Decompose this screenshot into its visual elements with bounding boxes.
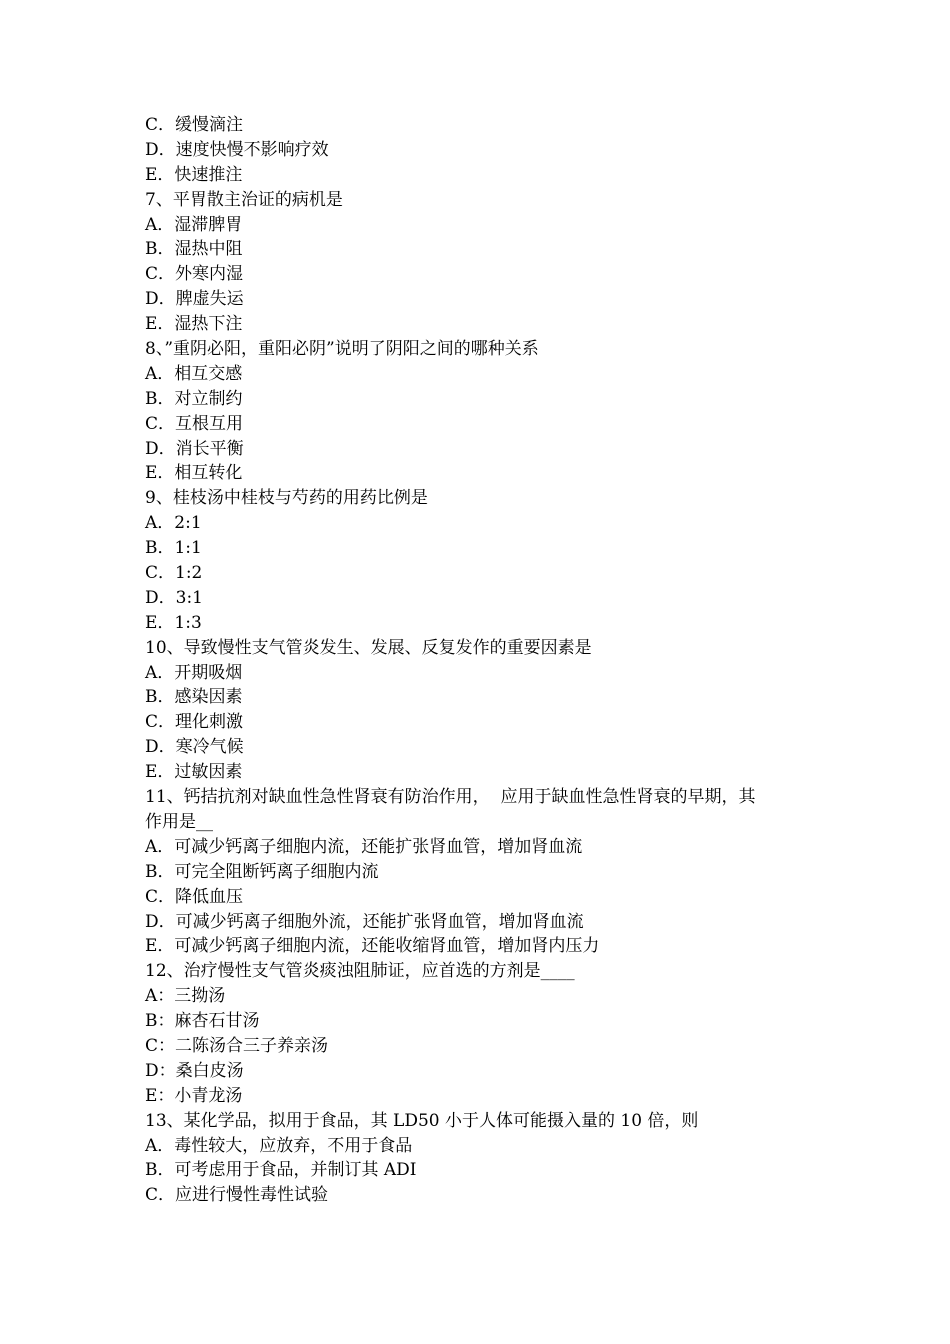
option-d-q10: D．寒冷气候 (145, 737, 244, 758)
option-e-q8: E．相互转化 (145, 463, 243, 484)
option-d-q11: D．可减少钙离子细胞外流，还能扩张肾血管，增加肾血流 (145, 911, 584, 932)
question-text-block (145, 113, 815, 1208)
option-b-q8: B．对立制约 (145, 388, 243, 409)
option-b-q9: B．1:1 (145, 538, 202, 559)
option-e-q9: E．1:3 (145, 612, 202, 633)
option-c-q9: C．1:2 (145, 563, 203, 584)
option-a-q9: A．2:1 (145, 513, 202, 534)
option-d-q12: D：桑白皮汤 (145, 1060, 244, 1081)
option-d-q8: D．消长平衡 (145, 438, 244, 459)
option-a-q7: A．湿滞脾胃 (145, 214, 243, 235)
option-b-q10: B．感染因素 (145, 687, 243, 708)
question-8: 8、”重阴必阳，重阳必阴”说明了阴阳之间的哪种关系 (145, 339, 539, 360)
question-12: 12、治疗慢性支气管炎痰浊阻肺证，应首选的方剂是____ (145, 961, 575, 982)
option-c-q13: C．应进行慢性毒性试验 (145, 1185, 329, 1206)
option-e-q6: E．快速推注 (145, 164, 243, 185)
option-d-q9: D．3:1 (145, 587, 203, 608)
question-13: 13、某化学品，拟用于食品，其 LD50 小于人体可能摄入量的 10 倍，则 (145, 1110, 699, 1131)
option-b-q11: B．可完全阻断钙离子细胞内流 (145, 861, 379, 882)
option-b-q13: B．可考虑用于食品，并制订其 ADI (145, 1160, 417, 1181)
option-c-q7: C．外寒内湿 (145, 264, 244, 285)
option-e-q12: E：小青龙汤 (145, 1085, 243, 1106)
option-a-q10: A．开期吸烟 (145, 662, 243, 683)
question-7: 7、平胃散主治证的病机是 (145, 189, 343, 210)
option-b-q12: B：麻杏石甘汤 (145, 1011, 260, 1032)
option-a-q11: A．可减少钙离子细胞内流，还能扩张肾血管，增加肾血流 (145, 836, 583, 857)
option-a-q8: A．相互交感 (145, 363, 243, 384)
option-e-q7: E．湿热下注 (145, 314, 243, 335)
question-11: 11、钙拮抗剂对缺血性急性肾衰有防治作用， 应用于缺血性急性肾衰的早期，其 (145, 787, 756, 808)
option-c-q10: C．理化刺激 (145, 712, 244, 733)
question-10: 10、导致慢性支气管炎发生、发展、反复发作的重要因素是 (145, 637, 592, 658)
option-b-q7: B．湿热中阻 (145, 239, 243, 260)
option-c-q8: C．互根互用 (145, 413, 244, 434)
option-c-q12: C：二陈汤合三子养亲汤 (145, 1035, 329, 1056)
option-c-q6: C．缓慢滴注 (145, 115, 244, 135)
option-a-q13: A．毒性较大，应放弃，不用于食品 (145, 1135, 413, 1156)
option-d-q6: D．速度快慢不影响疗效 (145, 139, 329, 160)
option-c-q11: C．降低血压 (145, 886, 244, 907)
question-11-continued: 作用是__ (145, 811, 213, 832)
option-a-q12: A：三拗汤 (145, 986, 226, 1007)
question-9: 9、桂枝汤中桂枝与芍药的用药比例是 (145, 488, 428, 509)
option-e-q11: E．可减少钙离子细胞内流，还能收缩肾血管，增加肾内压力 (145, 936, 600, 957)
option-e-q10: E．过敏因素 (145, 762, 243, 783)
option-d-q7: D．脾虚失运 (145, 289, 244, 310)
